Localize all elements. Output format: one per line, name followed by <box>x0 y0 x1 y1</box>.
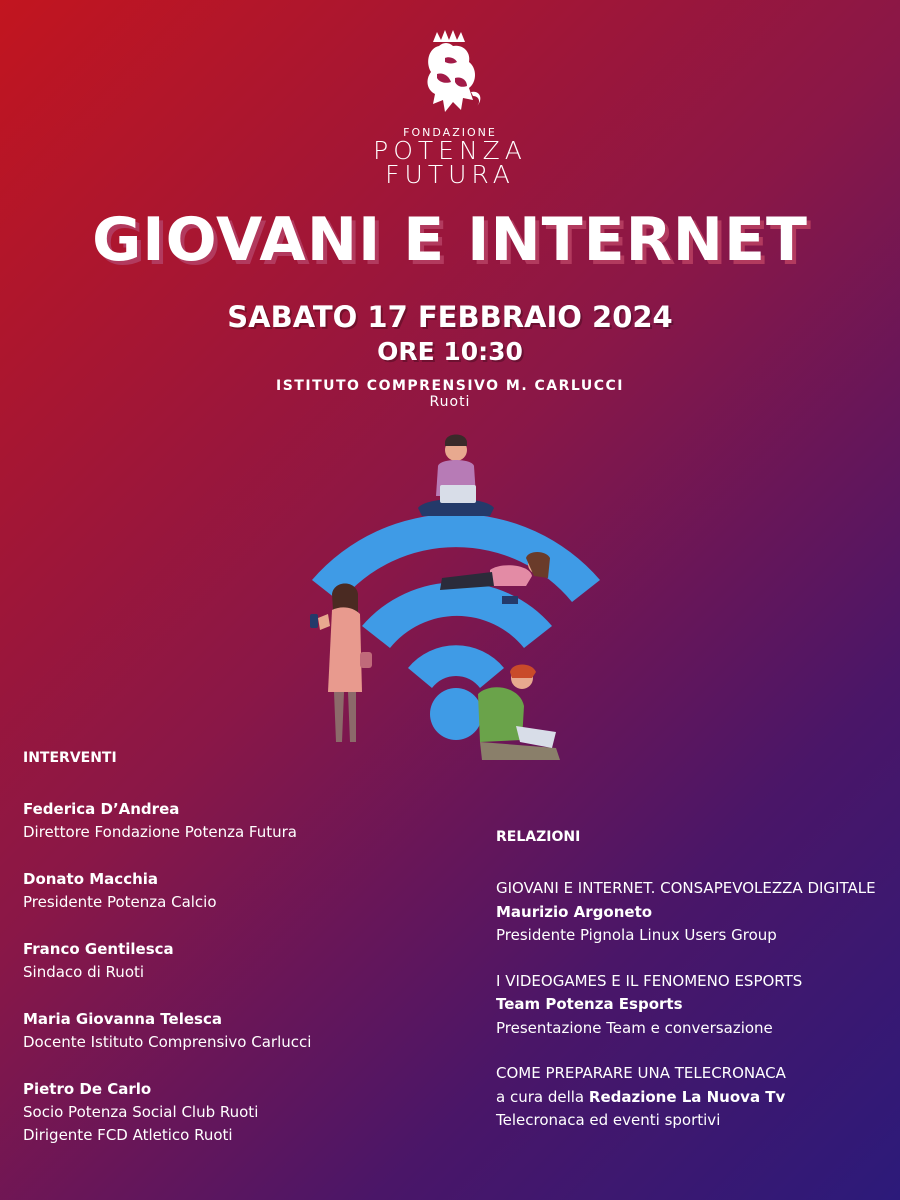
speaker-name: Donato Macchia <box>23 870 159 888</box>
talk-description: Presidente Pignola Linux Users Group <box>496 926 777 944</box>
speaker-role-secondary: Dirigente FCD Atletico Ruoti <box>23 1126 233 1144</box>
speaker-name: Franco Gentilesca <box>23 940 174 958</box>
wifi-arc-middle <box>362 582 552 648</box>
speaker-role: Docente Istituto Comprensivo Carlucci <box>23 1033 312 1051</box>
talk-entry <box>496 970 886 1041</box>
speaker-entry <box>23 1008 423 1054</box>
speaker-name: Federica D’Andrea <box>23 800 180 818</box>
event-venue: ISTITUTO COMPRENSIVO M. CARLUCCI <box>276 378 624 394</box>
talk-description: Telecronaca ed eventi sportivi <box>496 1111 721 1129</box>
logo-line-fondazione: FONDAZIONE <box>403 126 497 139</box>
talk-topic: GIOVANI E INTERNET. CONSAPEVOLEZZA DIGITALE <box>496 879 876 897</box>
speaker-entry <box>23 868 423 914</box>
talk-entry <box>496 1062 886 1133</box>
interventi-heading: INTERVENTI <box>23 750 117 766</box>
talk-entry <box>496 877 886 948</box>
event-time: ORE 10:30 <box>377 337 523 366</box>
wifi-dot <box>430 688 482 740</box>
relazioni-section <box>496 829 886 1155</box>
talk-speaker: Maurizio Argoneto <box>496 902 653 921</box>
event-title: GIOVANI E INTERNET <box>92 205 808 275</box>
talk-topic: COME PREPARARE UNA TELECRONACA <box>496 1064 786 1082</box>
event-date: SABATO 17 FEBBRAIO 2024 <box>227 300 673 334</box>
speaker-role: Socio Potenza Social Club Ruoti <box>23 1103 259 1121</box>
wifi-people-illustration <box>290 430 620 770</box>
interventi-section <box>23 750 423 1171</box>
talk-speaker-line <box>496 1086 886 1110</box>
talk-description: Presentazione Team e conversazione <box>496 1018 773 1037</box>
speaker-entry <box>23 1078 423 1147</box>
foundation-logo <box>0 28 900 187</box>
speaker-role: Presidente Potenza Calcio <box>23 893 217 911</box>
lion-crest-icon <box>415 28 485 120</box>
logo-line-potenza: POTENZA <box>373 136 527 165</box>
speaker-entry <box>23 938 423 984</box>
talk-speaker: Redazione La Nuova Tv <box>588 1087 786 1106</box>
speaker-role: Sindaco di Ruoti <box>23 963 145 981</box>
talk-topic: I VIDEOGAMES E IL FENOMENO ESPORTS <box>496 971 803 990</box>
person-top-laptop <box>418 435 494 517</box>
relazioni-heading: RELAZIONI <box>496 829 581 845</box>
logo-line-futura: FUTURA <box>385 160 515 189</box>
event-town: Ruoti <box>429 394 471 410</box>
speaker-name: Maria Giovanna Telesca <box>23 1010 222 1028</box>
speaker-entry <box>23 798 423 844</box>
wifi-arc-inner <box>408 645 504 688</box>
talk-speaker-prefix: a cura della <box>496 1087 589 1106</box>
person-standing-phone <box>310 584 372 743</box>
speaker-role: Direttore Fondazione Potenza Futura <box>23 823 297 841</box>
talk-speaker: Team Potenza Esports <box>496 995 683 1013</box>
speaker-name: Pietro De Carlo <box>23 1080 152 1098</box>
